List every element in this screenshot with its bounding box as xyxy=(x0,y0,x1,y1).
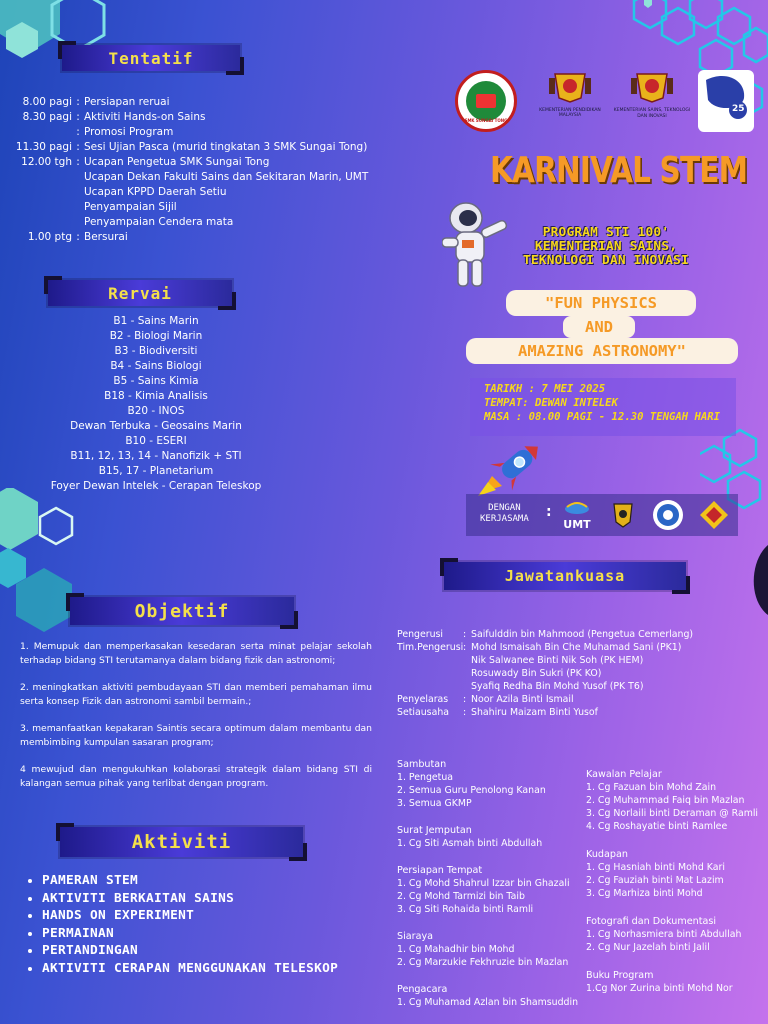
committee-group xyxy=(586,768,766,833)
committee-member: 1. Cg Muhamad Azlan bin Shamsuddin xyxy=(397,997,579,1008)
aktiviti-heading: Aktiviti xyxy=(131,831,232,853)
committee-name: Saifulddin bin Mahmood (Pengetua Cemerlang) xyxy=(471,629,694,640)
umt-logo xyxy=(560,500,594,530)
pill-amazing-astronomy: AMAZING ASTRONOMY" xyxy=(466,338,738,364)
committee-row xyxy=(397,628,757,641)
kerjasama-line-2: KERJASAMA xyxy=(480,514,529,524)
aktiviti-item: • PERTANDINGAN xyxy=(42,942,394,960)
event-venue: TEMPAT: DEWAN INTELEK xyxy=(484,397,618,409)
kpm-logo xyxy=(532,68,608,118)
pill-and: AND xyxy=(563,316,635,338)
tentatif-activity: Penyampaian Cendera mata xyxy=(84,216,234,228)
tentatif-list xyxy=(14,95,394,245)
rervai-item: B11, 12, 13, 14 - Nanofizik + STI xyxy=(70,450,242,462)
committee-role xyxy=(397,680,463,693)
committee-group-title: Kudapan xyxy=(586,849,628,860)
committee-group-title: Persiapan Tempat xyxy=(397,865,483,876)
committee-group-title: Buku Program xyxy=(586,970,654,981)
committee-right xyxy=(586,768,766,1010)
rervai-item: B20 - INOS xyxy=(127,405,185,417)
rervai-item: B10 - ESERI xyxy=(125,435,187,447)
umt-logo-text: UMT xyxy=(563,518,591,531)
committee-separator xyxy=(463,654,471,667)
school-logo-text: SMK SUNGAI TONG xyxy=(464,118,508,123)
tentatif-row xyxy=(14,170,394,185)
objektif-item: 2. meningkatkan aktiviti pembudayaan STI dan memberi pemahaman ilmu serta konsep Fizik dan astronomi sambil bermain.; xyxy=(20,682,372,707)
committee-member: 1. Cg Mohd Shahrul Izzar bin Ghazali xyxy=(397,878,570,889)
tentatif-heading-banner xyxy=(62,45,240,71)
tentatif-time: 1.00 ptg xyxy=(27,231,72,243)
committee-row xyxy=(397,654,757,667)
crest-logo xyxy=(608,500,638,530)
tentatif-activity: Persiapan reruai xyxy=(84,96,170,108)
agency-25-logo xyxy=(698,70,754,132)
committee-row xyxy=(397,706,757,719)
tentatif-activity: Sesi Ujian Pasca (murid tingkatan 3 SMK Sungai Tong) xyxy=(84,141,368,153)
rervai-item: B18 - Kimia Analisis xyxy=(104,390,208,402)
kerjasama-line-1: DENGAN xyxy=(488,503,521,513)
committee-member: 2. Cg Fauziah binti Mat Lazim xyxy=(586,875,724,886)
committee-name: Shahiru Maizam Binti Yusof xyxy=(471,707,598,718)
committee-row xyxy=(397,680,757,693)
tentatif-activity: Ucapan Pengetua SMK Sungai Tong xyxy=(84,156,270,168)
program-block xyxy=(476,226,736,268)
tentatif-separator xyxy=(72,200,84,215)
event-date: TARIKH : 7 MEI 2025 xyxy=(484,383,606,395)
committee-group xyxy=(586,915,766,954)
rervai-heading: Rervai xyxy=(108,283,172,303)
ppd-logo xyxy=(698,499,730,531)
committee-name: Nik Salwanee Binti Nik Soh (PK HEM) xyxy=(471,655,644,666)
committee-role: Setiausaha xyxy=(397,707,450,718)
committee-group xyxy=(397,758,582,810)
rervai-item: Dewan Terbuka - Geosains Marin xyxy=(70,420,242,432)
tentatif-separator: : xyxy=(76,141,80,153)
committee-group xyxy=(397,864,582,916)
committee-member: 1. Cg Fazuan bin Mohd Zain xyxy=(586,782,717,793)
committee-member: 1. Cg Hasniah binti Mohd Kari xyxy=(586,862,725,873)
committee-separator xyxy=(463,680,471,693)
kstt-logo-caption: KEMENTERIAN SAINS, TEKNOLOGI DAN INOVASI xyxy=(613,108,691,119)
committee-member: 2. Cg Marzukie Fekhruzie bin Mazlan xyxy=(397,957,569,968)
committee-separator: : xyxy=(463,642,467,653)
committee-member: 1. Cg Siti Asmah binti Abdullah xyxy=(397,838,543,849)
program-line: KEMENTERIAN SAINS, xyxy=(534,239,678,254)
rocket-icon xyxy=(474,442,546,498)
tentatif-row xyxy=(14,230,394,245)
committee-role: Penyelaras xyxy=(397,694,449,705)
committee-group-title: Fotografi dan Dokumentasi xyxy=(586,916,717,927)
pill-fun-physics: "FUN PHYSICS xyxy=(506,290,696,316)
committee-member: 2. Cg Nur Jazelah binti Jalil xyxy=(586,942,710,953)
tentatif-time: 11.30 pagi xyxy=(15,141,72,153)
tentatif-row xyxy=(14,140,394,155)
crest-icon xyxy=(629,68,675,104)
committee-member: 2. Cg Mohd Tarmizi bin Taib xyxy=(397,891,525,902)
committee-member: 3. Cg Norlaili binti Deraman @ Ramli xyxy=(586,808,759,819)
tentatif-separator xyxy=(72,215,84,230)
aktiviti-item: • AKTIVITI BERKAITAN SAINS xyxy=(42,890,394,908)
committee-separator: : xyxy=(463,707,467,718)
tentatif-row xyxy=(14,200,394,215)
tentatif-time xyxy=(14,125,72,140)
committee-member: 4. Cg Roshayatie binti Ramlee xyxy=(586,821,728,832)
objektif-heading-banner xyxy=(70,597,294,625)
committee-group xyxy=(397,930,582,969)
committee-separator: : xyxy=(463,694,467,705)
committee-group-title: Siaraya xyxy=(397,931,434,942)
jawatankuasa-heading: Jawatankuasa xyxy=(504,567,626,585)
committee-main xyxy=(397,628,757,719)
kstt-logo xyxy=(612,68,692,119)
tentatif-separator xyxy=(72,170,84,185)
program-line: PROGRAM STI 100' xyxy=(542,225,670,240)
committee-group xyxy=(397,824,582,850)
event-info-box xyxy=(470,378,736,436)
crest-icon xyxy=(547,68,593,104)
tentatif-row xyxy=(14,95,394,110)
tentatif-time xyxy=(14,215,72,230)
tentatif-row xyxy=(14,155,394,170)
tentatif-activity: Ucapan KPPD Daerah Setiu xyxy=(84,186,227,198)
tentatif-separator xyxy=(72,185,84,200)
committee-name: Mohd Ismaisah Bin Che Muhamad Sani (PK1) xyxy=(471,642,682,653)
kerjasama-label xyxy=(480,503,529,525)
objektif-item: 1. Memupuk dan memperkasakan kesedaran serta minat pelajar sekolah terhadap bidang STI terutamanya dalam bidang fizik dan astronomi; xyxy=(20,641,372,666)
committee-row xyxy=(397,667,757,680)
committee-row xyxy=(397,693,757,706)
committee-left xyxy=(397,758,582,1023)
tentatif-separator: : xyxy=(76,156,80,168)
dark-shape-right xyxy=(738,545,768,615)
tentatif-row xyxy=(14,110,394,125)
aktiviti-item: • PAMERAN STEM xyxy=(42,872,394,890)
committee-name: Noor Azila Binti Ismail xyxy=(471,694,574,705)
tentatif-time xyxy=(14,200,72,215)
committee-group-title: Surat Jemputan xyxy=(397,825,472,836)
rervai-item: B15, 17 - Planetarium xyxy=(98,465,214,477)
aktiviti-heading-banner xyxy=(60,827,303,857)
aktiviti-item: • AKTIVITI CERAPAN MENGGUNAKAN TELESKOP xyxy=(42,960,394,978)
rervai-item: Foyer Dewan Intelek - Cerapan Teleskop xyxy=(50,480,262,492)
aktiviti-item: • HANDS ON EXPERIMENT xyxy=(42,907,394,925)
jawatankuasa-heading-banner xyxy=(444,562,686,590)
tentatif-activity: Ucapan Dekan Fakulti Sains dan Sekitaran Marin, UMT xyxy=(84,171,369,183)
kerjasama-colon: : xyxy=(546,504,552,520)
rervai-list xyxy=(20,314,292,494)
rervai-item: B1 - Sains Marin xyxy=(113,315,199,327)
committee-role: Tim.Pengerusi xyxy=(397,642,464,653)
tentatif-time xyxy=(14,170,72,185)
event-time: MASA : 08.00 PAGI - 12.30 TENGAH HARI xyxy=(484,411,720,423)
aktiviti-item: • PERMAINAN xyxy=(42,925,394,943)
committee-role xyxy=(397,654,463,667)
committee-member: 1. Pengetua xyxy=(397,772,454,783)
committee-member: 2. Cg Muhammad Faiq bin Mazlan xyxy=(586,795,745,806)
tentatif-time: 8.00 pagi xyxy=(22,96,72,108)
tentatif-heading: Tentatif xyxy=(108,48,194,68)
tentatif-separator: : xyxy=(76,96,80,108)
committee-row xyxy=(397,641,757,654)
tentatif-separator: : xyxy=(76,231,80,243)
rervai-heading-banner xyxy=(48,280,232,306)
tentatif-time: 8.30 pagi xyxy=(22,111,72,123)
objektif-list xyxy=(20,640,372,804)
committee-name: Syafiq Redha Bin Mohd Yusof (PK T6) xyxy=(471,681,644,692)
event-title: KARNIVAL STEM xyxy=(490,150,748,191)
school-logo xyxy=(455,70,517,132)
tentatif-row xyxy=(14,125,394,140)
program-line: TEKNOLOGI DAN INOVASI xyxy=(523,253,689,268)
tentatif-row xyxy=(14,215,394,230)
committee-member: 3. Cg Marhiza binti Mohd xyxy=(586,888,703,899)
rervai-item: B4 - Sains Biologi xyxy=(110,360,202,372)
committee-member: 1. Cg Norhasmiera binti Abdullah xyxy=(586,929,742,940)
committee-group xyxy=(586,969,766,995)
tentatif-time xyxy=(14,185,72,200)
rervai-item: B3 - Biodiversiti xyxy=(114,345,198,357)
objektif-item: 4 mewujud dan mengukuhkan kolaborasi strategik dalam bidang STI di kalangan semua pihak yang terlibat dengan program. xyxy=(20,764,372,789)
tentatif-activity: Promosi Program xyxy=(84,126,174,138)
committee-group-title: Pengacara xyxy=(397,984,448,995)
committee-group-title: Sambutan xyxy=(397,759,447,770)
tentatif-separator: : xyxy=(76,126,80,138)
committee-member: 2. Semua Guru Penolong Kanan xyxy=(397,785,546,796)
committee-separator xyxy=(463,667,471,680)
committee-role xyxy=(397,667,463,680)
committee-member: 1.Cg Nor Zurina binti Mohd Nor xyxy=(586,983,733,994)
committee-separator: : xyxy=(463,629,467,640)
tentatif-activity: Aktiviti Hands-on Sains xyxy=(84,111,206,123)
committee-name: Rosuwady Bin Sukri (PK KO) xyxy=(471,668,602,679)
kerjasama-strip xyxy=(466,494,738,536)
tentatif-time: 12.00 tgh xyxy=(21,156,72,168)
committee-role: Pengerusi xyxy=(397,629,444,640)
kpm-logo-caption: KEMENTERIAN PENDIDIKAN MALAYSIA xyxy=(539,108,601,118)
tentatif-activity: Penyampaian Sijil xyxy=(84,201,177,213)
committee-member: 3. Semua GKMP xyxy=(397,798,472,809)
round-emblem-logo xyxy=(652,499,684,531)
objektif-heading: Objektif xyxy=(134,600,230,622)
committee-group xyxy=(586,848,766,900)
committee-member: 1. Cg Mahadhir bin Mohd xyxy=(397,944,515,955)
committee-group xyxy=(397,983,582,1009)
committee-group-title: Kawalan Pelajar xyxy=(586,769,662,780)
tentatif-row xyxy=(14,185,394,200)
tentatif-separator: : xyxy=(76,111,80,123)
anniversary-badge: 25 xyxy=(732,104,745,114)
tentatif-activity: Bersurai xyxy=(84,231,128,243)
objektif-item: 3. memanfaatkan kepakaran Saintis secara optimum dalam membantu dan membimbing kumpulan sasaran program; xyxy=(20,723,372,748)
committee-member: 3. Cg Siti Rohaida binti Ramli xyxy=(397,904,534,915)
rervai-item: B5 - Sains Kimia xyxy=(113,375,199,387)
rervai-item: B2 - Biologi Marin xyxy=(109,330,203,342)
aktiviti-list xyxy=(26,872,394,977)
